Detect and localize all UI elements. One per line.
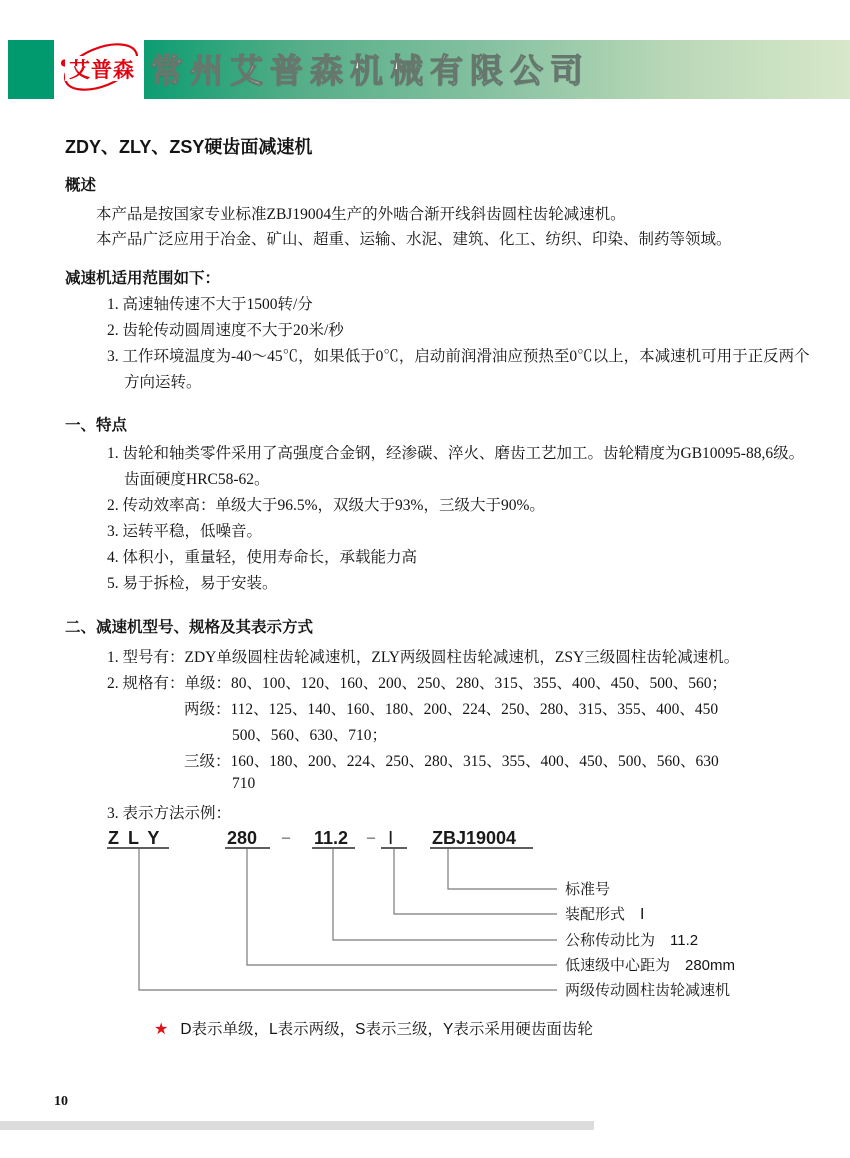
header-gradient-bar bbox=[144, 40, 850, 99]
page-title: ZDY、ZLY、ZSY硬齿面减速机 bbox=[65, 137, 313, 157]
scope-item-continuation: 方向运转。 bbox=[124, 374, 202, 391]
callout-line bbox=[333, 849, 557, 940]
footnote bbox=[154, 1017, 593, 1039]
spec-three-stage-continuation: 710 bbox=[232, 775, 256, 792]
diagram-label-standard: 标准号 bbox=[565, 881, 611, 898]
spec-two-stage-continuation: 500、560、630、710； bbox=[232, 727, 388, 744]
spec-two-stage: 两级：112、125、140、160、180、200、224、250、280、315、355、400、450 bbox=[184, 701, 719, 718]
example-heading: 3. 表示方法示例： bbox=[107, 805, 232, 822]
feature-item-continuation: 齿面硬度HRC58-62。 bbox=[124, 471, 270, 488]
bottom-bar bbox=[0, 1121, 594, 1130]
overview-line: 本产品广泛应用于冶金、矿山、超重、运输、水泥、建筑、化工、纺织、印染、制药等领域。 bbox=[96, 231, 732, 248]
scope-heading: 减速机适用范围如下： bbox=[65, 270, 221, 287]
feature-item: 5. 易于拆检，易于安装。 bbox=[107, 575, 278, 592]
scope-item: 2. 齿轮传动圆周速度不大于20米/秒 bbox=[107, 322, 344, 339]
diagram-ratio: 11.2 bbox=[314, 828, 349, 848]
callout-line bbox=[448, 849, 557, 889]
logo-text: 艾普森 bbox=[69, 59, 135, 82]
diagram-label-center-distance: 低速级中心距为 280mm bbox=[565, 957, 736, 974]
footnote-text: D表示单级，L表示两级，S表示三级，Y表示采用硬齿面齿轮 bbox=[180, 1021, 593, 1038]
diagram-assembly-code: Ⅰ bbox=[388, 828, 394, 848]
header-left-square bbox=[8, 40, 54, 99]
scope-item: 1. 高速轴传速不大于1500转/分 bbox=[107, 296, 313, 313]
diagram-label-type: 两级传动圆柱齿轮减速机 bbox=[565, 982, 731, 999]
diagram-label-assembly: 装配形式 Ⅰ bbox=[565, 906, 645, 923]
feature-item: 1. 齿轮和轴类零件采用了高强度合金钢，经渗碳、淬火、磨齿工艺加工。齿轮精度为GB10095-88,6级。 bbox=[107, 445, 805, 462]
models-heading: 二、减速机型号、规格及其表示方式 bbox=[65, 619, 314, 636]
diagram-dash: – bbox=[282, 829, 290, 846]
star-icon: ★ bbox=[154, 1021, 169, 1038]
logo-graphic bbox=[54, 40, 144, 99]
model-item: 1. 型号有：ZDY单级圆柱齿轮减速机，ZLY两级圆柱齿轮减速机，ZSY三级圆柱齿轮减速机。 bbox=[107, 649, 740, 666]
features-heading: 一、特点 bbox=[65, 417, 128, 434]
diagram-center-distance: 280 bbox=[227, 828, 258, 848]
feature-item: 4. 体积小，重量轻，使用寿命长，承载能力高 bbox=[107, 549, 418, 566]
model-designation-diagram bbox=[0, 818, 850, 1018]
callout-line bbox=[139, 849, 557, 990]
diagram-dash: – bbox=[367, 829, 375, 846]
feature-item: 2. 传动效率高：单级大于96.5%，双级大于93%，三级大于90%。 bbox=[107, 497, 545, 514]
overview-heading: 概述 bbox=[65, 177, 97, 194]
spec-three-stage: 三级：160、180、200、224、250、280、315、355、400、450、500、560、630 bbox=[184, 753, 719, 770]
spec-item: 2. 规格有：单级：80、100、120、160、200、250、280、315、355、400、450、500、560； bbox=[107, 675, 728, 692]
callout-line bbox=[394, 849, 557, 914]
feature-item: 3. 运转平稳，低噪音。 bbox=[107, 523, 263, 540]
company-logo bbox=[54, 40, 144, 99]
diagram-standard-code: ZBJ19004 bbox=[432, 828, 517, 848]
company-name: 常州艾普森机械有限公司 bbox=[150, 51, 590, 90]
callout-line bbox=[247, 849, 557, 965]
scope-item: 3. 工作环境温度为-40～45℃，如果低于0℃，启动前润滑油应预热至0℃以上，本减速机可用于正反两个 bbox=[107, 348, 810, 365]
page-number: 10 bbox=[54, 1094, 68, 1109]
diagram-label-ratio: 公称传动比为 11.2 bbox=[565, 932, 699, 949]
diagram-model-code: Z L Y bbox=[108, 828, 162, 848]
overview-line: 本产品是按国家专业标准ZBJ19004生产的外啮合渐开线斜齿圆柱齿轮减速机。 bbox=[96, 206, 626, 223]
